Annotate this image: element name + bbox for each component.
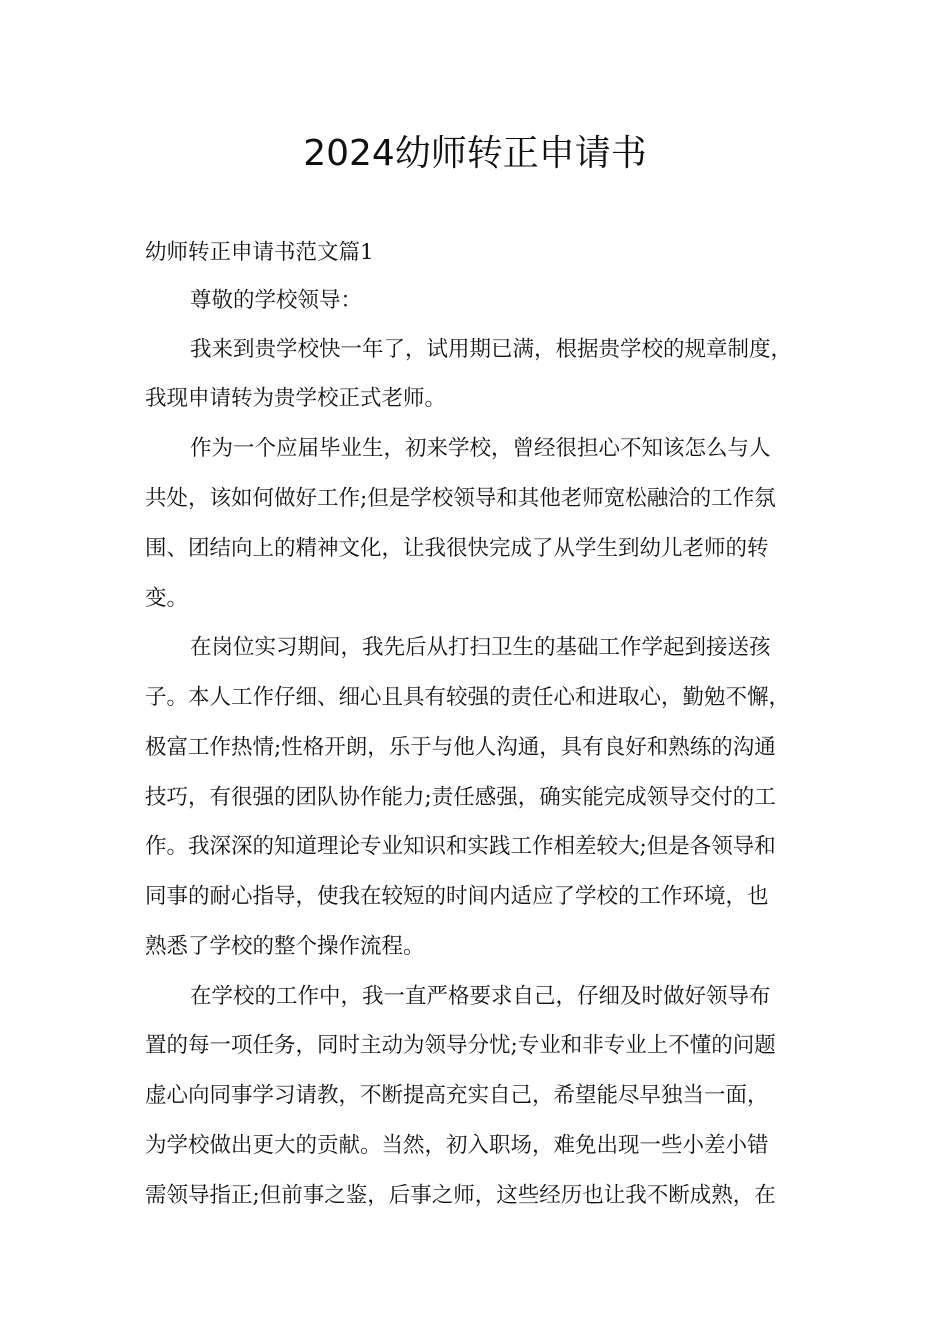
body-line: 我现申请转为贵学校正式老师。 — [145, 386, 447, 411]
section-heading: 幼师转正申请书范文篇1 — [145, 240, 374, 265]
body-line: 需领导指正;但前事之鉴，后事之师，这些经历也让我不断成熟，在 — [145, 1183, 776, 1208]
body-line: 为学校做出更大的贡献。当然，初入职场，难免出现一些小差小错 — [145, 1133, 769, 1158]
body-line: 变。 — [145, 586, 189, 611]
body-line: 虚心向同事学习请教，不断提高充实自己，希望能尽早独当一面， — [145, 1083, 769, 1108]
body-line: 技巧，有很强的团队协作能力;责任感强，确实能完成领导交付的工 — [145, 785, 776, 810]
body-line: 熟悉了学校的整个操作流程。 — [145, 934, 425, 959]
body-line: 在学校的工作中，我一直严格要求自己，仔细及时做好领导布 — [190, 984, 771, 1009]
document-title: 2024幼师转正申请书 — [303, 133, 647, 174]
body-line: 作为一个应届毕业生，初来学校，曾经很担心不知该怎么与人 — [190, 436, 771, 461]
body-line: 作。我深深的知道理论专业知识和实践工作相差较大;但是各领导和 — [145, 834, 776, 859]
body-line: 置的每一项任务，同时主动为领导分忧;专业和非专业上不懂的问题 — [145, 1033, 776, 1058]
body-line: 共处，该如何做好工作;但是学校领导和其他老师宽松融洽的工作氛 — [145, 486, 776, 511]
body-line: 子。本人工作仔细、细心且具有较强的责任心和进取心，勤勉不懈， — [145, 685, 791, 710]
body-line: 同事的耐心指导，使我在较短的时间内适应了学校的工作环境，也 — [145, 884, 769, 909]
body-line: 在岗位实习期间，我先后从打扫卫生的基础工作学起到接送孩 — [190, 635, 771, 660]
body-line: 我来到贵学校快一年了，试用期已满，根据贵学校的规章制度， — [190, 337, 793, 362]
body-line: 极富工作热情;性格开朗，乐于与他人沟通，具有良好和熟练的沟通 — [145, 735, 776, 760]
salutation: 尊敬的学校领导： — [190, 288, 363, 313]
body-line: 围、团结向上的精神文化，让我很快完成了从学生到幼儿老师的转 — [145, 536, 769, 561]
